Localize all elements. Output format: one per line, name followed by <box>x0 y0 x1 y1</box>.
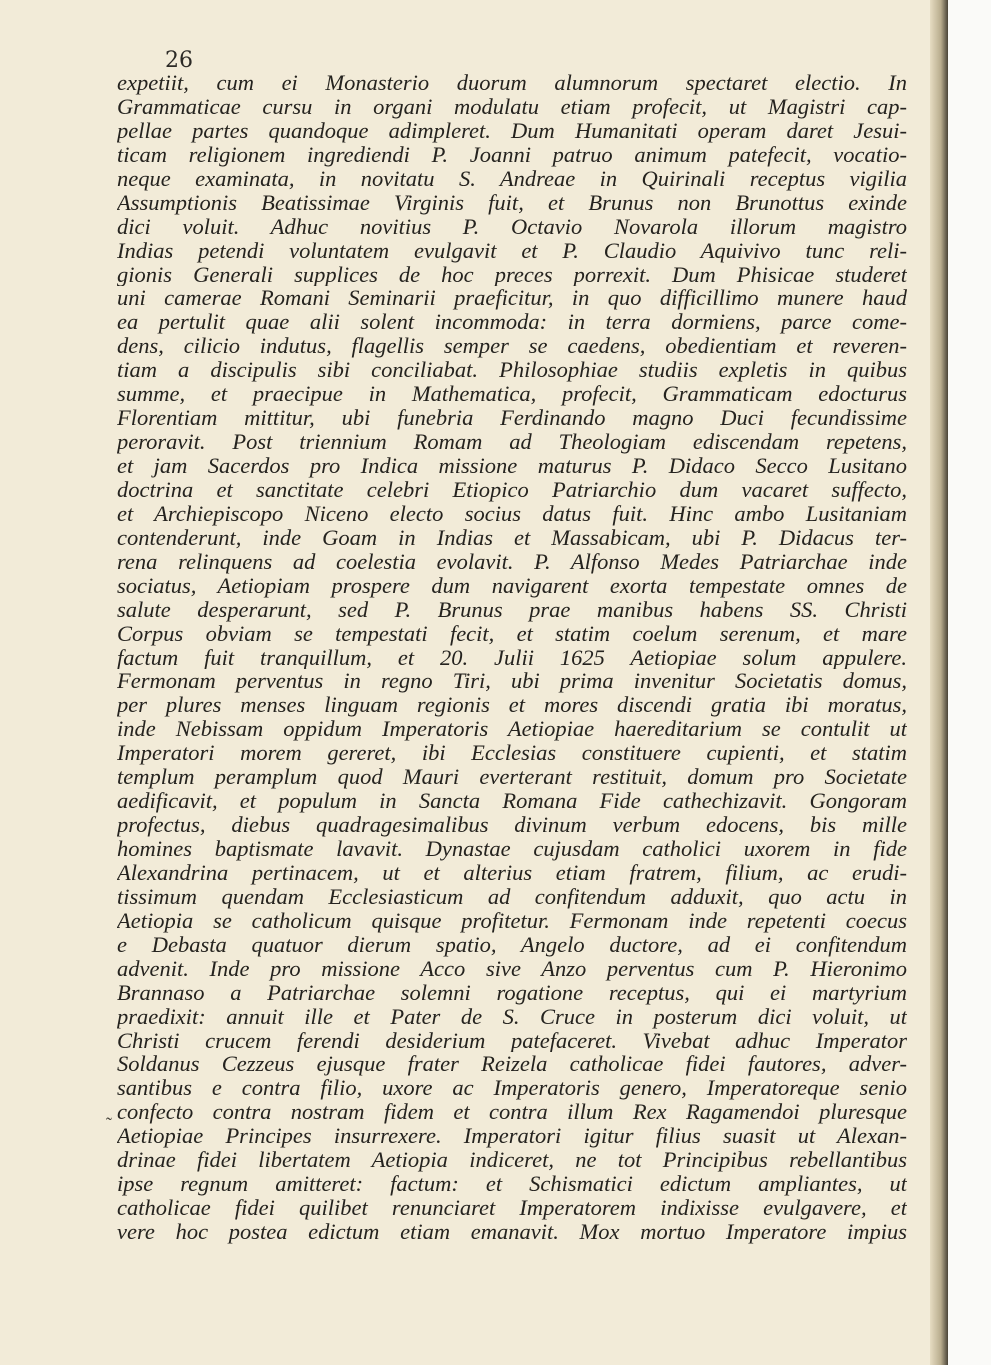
text-line: Aetiopia se catholicum quisque profitetur. Fermonam inde repetenti coecus <box>117 908 907 933</box>
page-gutter-shadow <box>930 0 948 1365</box>
text-line: summe, et praecipue in Mathematica, profecit, Grammaticam edocturus <box>117 382 907 407</box>
text-line: vere hoc postea edictum etiam emanavit. Mox mortuo Imperatore impius <box>117 1220 907 1244</box>
text-line: contenderunt, inde Goam in Indias et Massabicam, ubi P. Didacus ter- <box>117 525 907 550</box>
text-line: profectus, diebus quadragesimalibus divinum verbum edocens, bis mille <box>117 813 907 837</box>
text-line: salute desperarunt, sed P. Brunus prae manibus habens SS. Christi <box>117 597 907 622</box>
text-line: per plures menses linguam regionis et mores discendi gratia ibi moratus, <box>117 693 907 718</box>
text-line: inde Nebissam oppidum Imperatoris Aetiopiae haereditarium se contulit ut <box>117 717 907 742</box>
text-line: confecto contra nostram fidem et contra illum Rex Ragamendoi pluresque <box>117 1100 907 1125</box>
text-line: ticam religionem ingrediendi P. Joanni patruo animum patefecit, vocatio- <box>117 142 907 167</box>
text-line: gionis Generali supplices de hoc preces porrexit. Dum Phisicae studeret <box>117 262 907 287</box>
text-line: rena relinquens ad coelestia evolavit. P. Alfonso Medes Patriarchae inde <box>117 549 907 574</box>
text-line: drinae fidei libertatem Aetiopia indiceret, ne tot Principibus rebellantibus <box>117 1148 907 1173</box>
text-line: Grammaticae cursu in organi modulatu etiam profecit, ut Magistri cap- <box>117 94 907 119</box>
scan-border <box>948 0 991 1365</box>
text-line: dens, cilicio indutus, flagellis semper se caedens, obedientiam et reveren- <box>117 334 907 359</box>
text-line: catholicae fidei quilibet renunciaret Imperatorem indixisse evulgavere, et <box>117 1196 907 1220</box>
text-line: Fermonam perventus in regno Tiri, ubi prima invenitur Societatis domus, <box>117 669 907 694</box>
margin-mark: ˜ <box>106 1114 112 1134</box>
text-line: ipse regnum amitteret: factum: et Schismatici edictum ampliantes, ut <box>117 1172 907 1197</box>
text-line: Soldanus Cezzeus ejusque frater Reizela catholicae fidei fautores, adver- <box>117 1052 907 1077</box>
text-line: Imperatori morem gereret, ibi Ecclesias constituere cupienti, et statim <box>117 741 907 766</box>
text-line: pellae partes quandoque adimpleret. Dum Humanitati operam daret Jesui- <box>117 118 907 143</box>
text-line: expetiit, cum ei Monasterio duorum alumnorum spectaret electio. In <box>117 71 907 95</box>
text-line: Aetiopiae Principes insurrexere. Imperatori igitur filius suasit ut Alexan- <box>117 1124 907 1149</box>
text-line: peroravit. Post triennium Romam ad Theologiam ediscendam repetens, <box>117 430 907 454</box>
text-line: Brannaso a Patriarchae solemni rogatione receptus, qui ei martyrium <box>117 980 907 1005</box>
text-line: templum peramplum quod Mauri everterant restituit, domum pro Societate <box>117 765 907 790</box>
text-line: sociatus, Aetiopiam prospere dum navigarent exorta tempestate omnes de <box>117 573 907 598</box>
text-line: ea pertulit quae alii solent incommoda: in terra dormiens, parce come- <box>117 310 907 335</box>
text-line: doctrina et sanctitate celebri Etiopico Patriarchio dum vacaret suffecto, <box>117 477 907 502</box>
text-line: tiam a discipulis sibi conciliabat. Philosophiae studiis expletis in quibus <box>117 358 907 383</box>
text-line: Alexandrina pertinacem, ut et alterius etiam fratrem, filium, ac erudi- <box>117 860 907 885</box>
text-line: advenit. Inde pro missione Acco sive Anzo perventus cum P. Hieronimo <box>117 956 907 981</box>
text-line: tissimum quendam Ecclesiasticum ad confitendum adduxit, quo actu in <box>117 884 907 909</box>
text-line: Corpus obviam se tempestati fecit, et statim coelum serenum, et mare <box>117 621 907 646</box>
text-line: Florentiam mittitur, ubi funebria Ferdinando magno Duci fecundissime <box>117 406 907 431</box>
text-line: uni camerae Romani Seminarii praeficitur, in quo difficillimo munere haud <box>117 286 907 311</box>
text-line: homines baptismate lavavit. Dynastae cujusdam catholici uxorem in fide <box>117 837 907 861</box>
text-line: et Archiepiscopo Niceno electo socius datus fuit. Hinc ambo Lusitaniam <box>117 501 907 526</box>
body-text <box>117 71 907 1244</box>
text-line: e Debasta quatuor dierum spatio, Angelo ductore, ad ei confitendum <box>117 932 907 957</box>
text-line: aedificavit, et populum in Sancta Romana Fide cathechizavit. Gongoram <box>117 789 907 814</box>
text-line: factum fuit tranquillum, et 20. Julii 1625 Aetiopiae solum appulere. <box>117 645 907 670</box>
page-number: 26 <box>165 48 193 73</box>
text-line: et jam Sacerdos pro Indica missione maturus P. Didaco Secco Lusitano <box>117 454 907 478</box>
text-line: Christi crucem ferendi desiderium patefaceret. Vivebat adhuc Imperator <box>117 1028 907 1053</box>
text-line: praedixit: annuit ille et Pater de S. Cruce in posterum dici voluit, ut <box>117 1004 907 1029</box>
text-line: Indias petendi voluntatem evulgavit et P. Claudio Aquivivo tunc reli- <box>117 238 907 263</box>
text-line: santibus e contra filio, uxore ac Imperatoris genero, Imperatoreque senio <box>117 1076 907 1101</box>
text-line: Assumptionis Beatissimae Virginis fuit, et Brunus non Brunottus exinde <box>117 190 907 215</box>
text-line: dici voluit. Adhuc novitius P. Octavio Novarola illorum magistro <box>117 214 907 239</box>
text-line: neque examinata, in novitatu S. Andreae in Quirinali receptus vigilia <box>117 166 907 191</box>
